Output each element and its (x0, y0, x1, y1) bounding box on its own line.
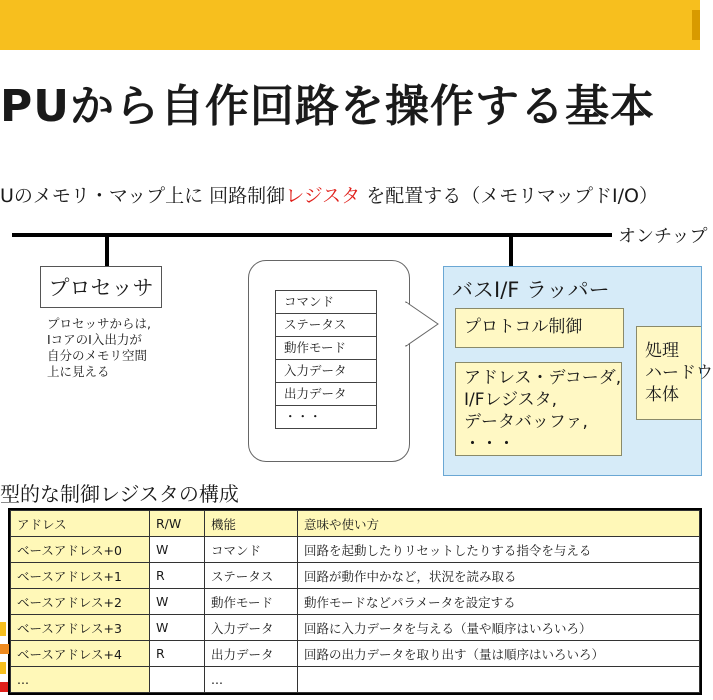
table-row (11, 537, 700, 563)
usage-cell: 回路を起動したりリセットしたりする指令を与える (298, 537, 700, 563)
wrapper-title: バスI/F ラッパー (452, 278, 610, 302)
protocol-control-box (455, 308, 624, 348)
system-bus-line (12, 233, 612, 237)
callout-pointer (406, 302, 446, 352)
hardware-line: 本体 (645, 385, 679, 405)
usage-cell (298, 667, 700, 693)
table-header-row (11, 511, 700, 537)
decoder-line: ・・・ (464, 434, 515, 454)
processor-label: プロセッサ (48, 276, 154, 300)
rw-cell: W (150, 615, 205, 641)
function-cell: ステータス (205, 563, 298, 589)
subtitle-prefix: Uのメモリ・マップ上に 回路制御 (0, 185, 286, 207)
address-cell: ベースアドレス+2 (11, 589, 150, 615)
table-row (11, 563, 700, 589)
processor-note-line: 上に見える (47, 364, 110, 379)
column-header: 意味や使い方 (298, 511, 700, 537)
slide-subtitle (0, 181, 658, 208)
decoder-box (455, 362, 622, 456)
processor-bus-connector (105, 235, 109, 266)
register-item: ・・・ (276, 405, 376, 429)
bus-label: オンチップ (618, 226, 708, 247)
rw-cell: W (150, 537, 205, 563)
address-cell: ベースアドレス+1 (11, 563, 150, 589)
rw-cell: R (150, 563, 205, 589)
usage-cell: 動作モードなどパラメータを設定する (298, 589, 700, 615)
subtitle-highlight: レジスタ (285, 185, 361, 207)
address-cell: ... (11, 667, 150, 693)
usage-cell: 回路に入力データを与える（量や順序はいろいろ） (298, 615, 700, 641)
function-cell: 入力データ (205, 615, 298, 641)
rw-cell: W (150, 589, 205, 615)
function-cell: ... (205, 667, 298, 693)
register-item: 出力データ (276, 382, 376, 405)
function-cell: 動作モード (205, 589, 298, 615)
column-header: アドレス (11, 511, 150, 537)
subtitle-suffix: を配置する（メモリマップドI/O） (360, 185, 659, 207)
column-header: 機能 (205, 511, 298, 537)
table-row (11, 667, 700, 693)
protocol-control-label: プロトコル制御 (464, 317, 583, 337)
table-row (11, 615, 700, 641)
hardware-line: 処理 (645, 341, 679, 361)
header-accent-tab (692, 10, 700, 40)
register-table (8, 508, 702, 695)
decoder-line: I/Fレジスタ, (464, 390, 557, 410)
address-cell: ベースアドレス+0 (11, 537, 150, 563)
register-item: コマンド (276, 290, 376, 313)
usage-cell: 回路が動作中かなど，状況を読み取る (298, 563, 700, 589)
decorative-side-stripes (0, 612, 14, 700)
function-cell: コマンド (205, 537, 298, 563)
processor-note-line: プロセッサからは, (47, 316, 151, 331)
decoder-line: データバッファ, (464, 412, 588, 432)
register-item: ステータス (276, 313, 376, 336)
wrapper-bus-connector (509, 235, 513, 266)
rw-cell: R (150, 641, 205, 667)
header-bar (0, 0, 700, 50)
rw-cell (150, 667, 205, 693)
processor-note-line: 自分のメモリ空間 (47, 348, 148, 363)
processor-box (40, 266, 162, 308)
usage-cell: 回路の出力データを取り出す（量は順序はいろいろ） (298, 641, 700, 667)
register-stack (275, 290, 377, 429)
processor-note (47, 316, 167, 380)
hardware-core-box (636, 326, 713, 420)
slide-title: PUから自作回路を操作する基本 (0, 81, 655, 132)
register-item: 動作モード (276, 336, 376, 359)
table-row (11, 641, 700, 667)
table-row (11, 589, 700, 615)
register-item: 入力データ (276, 359, 376, 382)
function-cell: 出力データ (205, 641, 298, 667)
address-cell: ベースアドレス+4 (11, 641, 150, 667)
section-heading: 型的な制御レジスタの構成 (0, 482, 239, 506)
column-header: R/W (150, 511, 205, 537)
hardware-line: ハードウ (645, 363, 713, 383)
decoder-line: アドレス・デコーダ, (464, 368, 622, 388)
processor-note-line: IコアのI入出力が (47, 332, 142, 347)
address-cell: ベースアドレス+3 (11, 615, 150, 641)
